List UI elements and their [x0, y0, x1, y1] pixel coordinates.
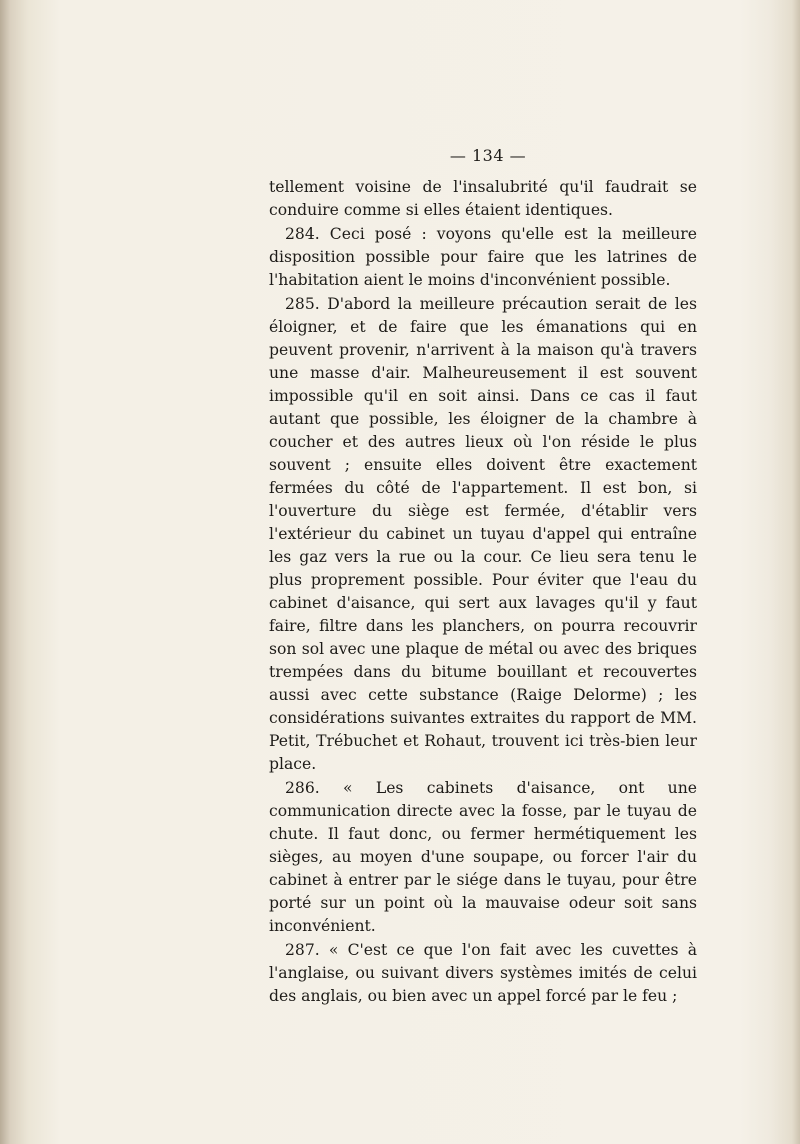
paragraph-287: 287. « C'est ce que l'on fait avec les cuvettes à l'anglaise, ou suivant divers systèmes imités de celui des anglais, ou bien avec un appel forcé par le feu ; [269, 941, 697, 1005]
paragraph-285: 285. D'abord la meilleure précaution serait de les éloigner, et de faire que les émanations qui en peuvent provenir, n'arrivent à la maison qu'à travers une masse d'air. Malheureusement il est souvent impossible qu'il en soit ainsi. Dans ce cas il faut autant que possible, les éloigner de la chambre à coucher et des autres lieux où l'on réside le plus souvent ; ensuite elles doivent être exactement fermées du côté de l'appartement. Il est bon, si l'ouverture du siège est fermée, d'établir vers l'extérieur du cabinet un tuyau d'appel qui entraîne les gaz vers la rue ou la cour. Ce lieu sera tenu le plus proprement possible. Pour éviter que l'eau du cabinet d'aisance, qui sert aux lavages qu'il y faut faire, filtre dans les planchers, on pourra recouvrir son sol avec une plaque de métal ou avec des briques trempées dans du bitume bouillant et recouvertes aussi avec cette substance (Raige Delorme) ; les considérations suivantes extraites du rapport de MM. Petit, Trébuchet et Rohaut, trouvent ici très-bien leur place. [269, 295, 697, 773]
paragraph-continuation: tellement voisine de l'insalubrité qu'il faudrait se conduire comme si elles étaient identiques. [269, 178, 697, 219]
book-page [269, 146, 697, 1008]
page-number: — 134 — [449, 146, 527, 165]
paragraph-284: 284. Ceci posé : voyons qu'elle est la meilleure disposition possible pour faire que les latrines de l'habitation aient le moins d'inconvénient possible. [269, 225, 697, 289]
paragraph-286: 286. « Les cabinets d'aisance, ont une communication directe avec la fosse, par le tuyau de chute. Il faut donc, ou fermer hermétiquement les sièges, au moyen d'une soupape, ou forcer l'air du cabinet à entrer par le siége dans le tuyau, pour être porté sur un point où la mauvaise odeur soit sans inconvénient. [269, 779, 697, 935]
